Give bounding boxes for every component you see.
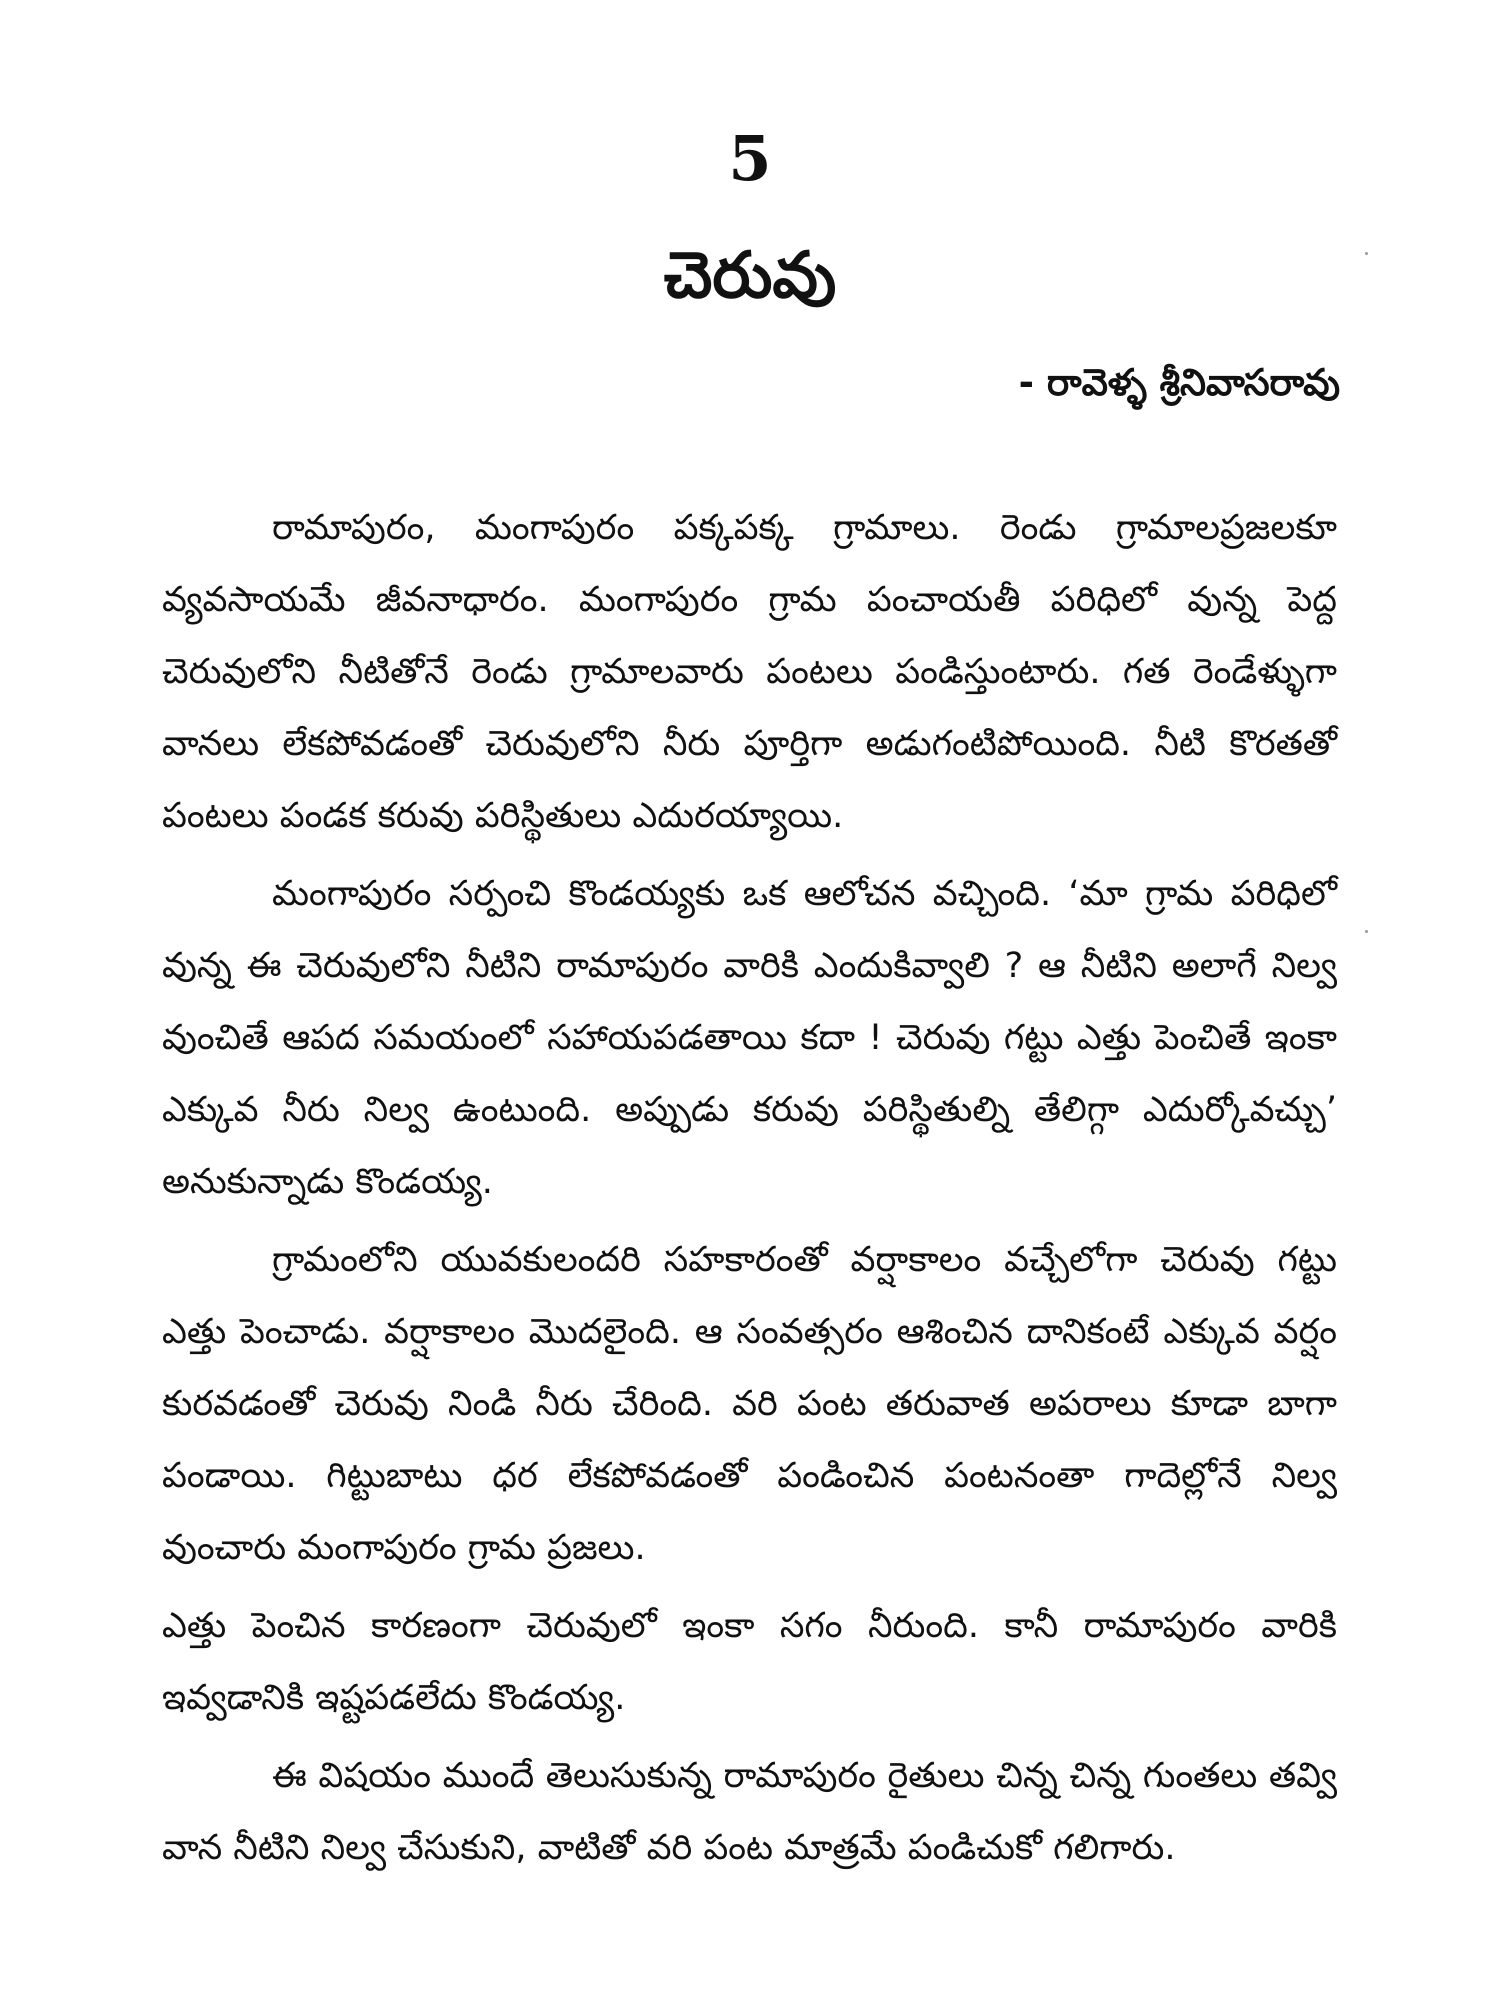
paragraph: గ్రామంలోని యువకులందరి సహకారంతో వర్షాకాలం వచ్చేలోగా చెరువు గట్టు ఎత్తు పెంచాడు. వర్షాకాలం మొదలైంది. ఆ సంవత్సరం ఆశించిన దానికంటే ఎక్కువ వర్షం కురవడంతో చెరువు నిండి నీరు చేరింది. వరి పంట తరువాత అపరాలు కూడా బాగా పండాయి. గిట్టుబాటు ధర లేకపోవడంతో పండించిన పంటనంతా గాదెల్లోనే నిల్వ వుంచారు మంగాపురం గ్రామ ప్రజలు. xyxy=(162,1240,1337,1568)
scan-speck xyxy=(1365,252,1368,255)
story-body xyxy=(162,492,1337,1884)
chapter-title: చెరువు xyxy=(663,239,837,313)
paragraph: మంగాపురం సర్పంచి కొండయ్యకు ఒక ఆలోచన వచ్చింది. ‘మా గ్రామ పరిధిలో వున్న ఈ చెరువులోని నీటిని రామాపురం వారికి ఎందుకివ్వాలి ? ఆ నీటిని అలాగే నిల్వ వుంచితే ఆపద సమయంలో సహాయపడతాయి కదా ! చెరువు గట్టు ఎత్తు పెంచితే ఇంకా ఎక్కువ నీరు నిల్వ ఉంటుంది. అప్పుడు కరువు పరిస్థితుల్ని తేలిగ్గా ఎదుర్కోవచ్చు’ అనుకున్నాడు కొండయ్య. xyxy=(162,874,1337,1202)
paragraph: ఈ విషయం ముందే తెలుసుకున్న రామాపురం రైతులు చిన్న చిన్న గుంతలు తవ్వి వాన నీటిని నిల్వ చేసుకుని, వాటితో వరి పంట మాత్రమే పండిచుకో గలిగారు. xyxy=(162,1756,1337,1868)
scan-speck xyxy=(1365,930,1368,933)
author-byline: - రావెళ్ళ శ్రీనివాసరావు xyxy=(1018,361,1340,404)
paragraph: రామాపురం, మంగాపురం పక్కపక్క గ్రామాలు. రెండు గ్రామాలప్రజలకూ వ్యవసాయమే జీవనాధారం. మంగాపురం గ్రామ పంచాయతీ పరిధిలో వున్న పెద్ద చెరువులోని నీటితోనే రెండు గ్రామాలవారు పంటలు పండిస్తుంటారు. గత రెండేళ్ళుగా వానలు లేకపోవడంతో చెరువులోని నీరు పూర్తిగా అడుగంటిపోయింది. నీటి కొరతతో పంటలు పండక కరువు పరిస్థితులు ఎదురయ్యాయి. xyxy=(162,508,1337,836)
chapter-number: 5 xyxy=(728,122,772,195)
paragraph: ఎత్తు పెంచిన కారణంగా చెరువులో ఇంకా సగం నీరుంది. కానీ రామాపురం వారికి ఇవ్వడానికి ఇష్టపడలేదు కొండయ్య. xyxy=(162,1606,1337,1718)
